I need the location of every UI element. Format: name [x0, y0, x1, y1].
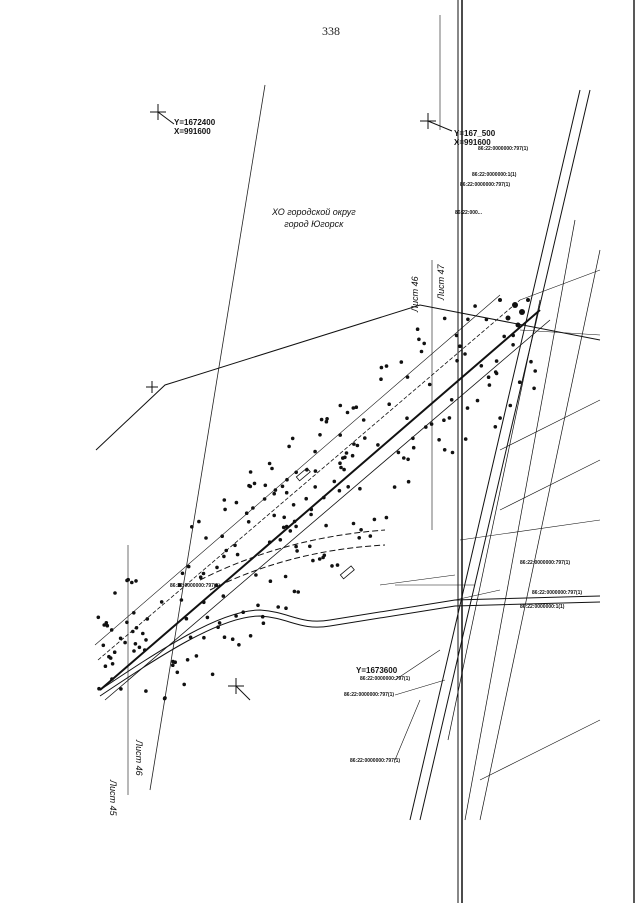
- tree-dot: [249, 485, 253, 489]
- tree-dot: [131, 630, 135, 634]
- tree-dot: [190, 525, 194, 529]
- tree-dot: [285, 478, 289, 482]
- tree-dot: [202, 601, 206, 605]
- tree-dot: [473, 304, 477, 308]
- tree-dot: [126, 578, 130, 582]
- tree-dot: [284, 606, 288, 610]
- tree-dot: [104, 664, 108, 668]
- sheet-label: Лист 45: [108, 780, 118, 816]
- tree-dot: [380, 366, 384, 370]
- tree-dot: [187, 565, 191, 569]
- tree-dot: [113, 650, 117, 654]
- tree-dot: [197, 520, 201, 524]
- tree-dot: [437, 438, 441, 442]
- tree-dot: [107, 655, 111, 659]
- y-coordinate: Y=1672400: [174, 118, 216, 127]
- tree-dot: [393, 485, 397, 489]
- tree-dot: [202, 572, 206, 576]
- tree-dot: [138, 646, 142, 650]
- tree-dot: [119, 637, 123, 641]
- tree-dot: [268, 540, 272, 544]
- survey-line: [500, 460, 600, 510]
- tree-dot: [318, 557, 322, 561]
- survey-line: [520, 270, 600, 300]
- tree-dot: [223, 508, 227, 512]
- tree-dot: [180, 598, 184, 602]
- coordinate-label: [174, 118, 215, 136]
- tree-dot: [264, 484, 268, 488]
- tree-dot: [495, 372, 499, 376]
- tree-dot: [134, 642, 138, 646]
- tree-dot: [309, 513, 313, 517]
- tree-dot: [322, 496, 326, 500]
- tree-dot: [498, 416, 502, 420]
- tree-dot: [533, 369, 537, 373]
- tree-dot: [387, 402, 391, 406]
- tree-dot: [186, 658, 190, 662]
- tree-dot: [373, 518, 377, 522]
- tree-dot: [256, 604, 260, 608]
- tree-dot: [356, 444, 360, 448]
- tree-dot: [310, 508, 314, 512]
- tree-dot: [195, 654, 199, 658]
- tree-dot: [450, 398, 454, 402]
- tree-dot: [342, 468, 346, 472]
- tree-dot: [336, 563, 340, 567]
- crosshair-marker: [420, 113, 452, 131]
- tree-dot: [110, 628, 114, 632]
- tree-dot: [320, 418, 324, 422]
- corridor-line: [480, 250, 600, 820]
- sheet-label: Лист 47: [436, 264, 446, 300]
- pipeline-edge: [105, 320, 550, 700]
- tree-dot: [466, 406, 470, 410]
- tree-dot: [141, 632, 145, 636]
- tree-dot: [529, 360, 533, 364]
- tree-dot: [206, 616, 210, 620]
- tree-dot: [223, 498, 227, 502]
- tree-dot: [113, 591, 117, 595]
- tree-dot: [247, 520, 251, 524]
- tree-dot: [495, 359, 499, 363]
- tree-dot: [144, 638, 148, 642]
- parcel-label: 86:22:0000000:797(1): [478, 146, 529, 152]
- survey-line: [380, 575, 455, 585]
- tree-dot: [345, 451, 349, 455]
- tree-dot: [333, 480, 337, 484]
- tree-dot: [385, 364, 389, 368]
- tree-dot: [281, 485, 285, 489]
- parcel-label: 86:22:0000000:1(1): [520, 604, 565, 610]
- tree-dot: [305, 468, 309, 472]
- coordinate-label: [454, 129, 495, 147]
- tree-dot: [323, 554, 327, 558]
- tree-dot: [249, 634, 253, 638]
- coordinate-label: [356, 666, 397, 675]
- tree-dot: [185, 617, 189, 621]
- tree-dot: [341, 456, 345, 460]
- tree-dot: [268, 462, 272, 466]
- crosshair-marker: [146, 381, 158, 393]
- parcel-label: 86:22:0000000:797(1): [344, 692, 395, 698]
- tree-dot: [97, 687, 101, 691]
- tree-dot: [487, 375, 491, 379]
- tree-dot: [251, 506, 255, 510]
- tree-dot: [464, 437, 468, 441]
- tree-dot: [282, 516, 286, 520]
- tree-dot: [424, 425, 428, 429]
- tree-dot: [308, 545, 312, 549]
- tree-dot: [282, 526, 286, 530]
- tree-dot: [338, 489, 342, 493]
- tree-dot: [451, 451, 455, 455]
- crosshair-marker: [150, 104, 174, 124]
- tree-dot: [455, 334, 459, 338]
- tree-dot: [339, 466, 343, 470]
- parcel-label: 86:22:0000000:797(1): [170, 583, 221, 589]
- tree-dot: [245, 511, 249, 515]
- tree-dot: [254, 573, 258, 577]
- tree-dot: [199, 575, 203, 579]
- tree-dot: [400, 360, 404, 364]
- tree-dot: [430, 422, 434, 426]
- parcel-label: 86:22:0000000:797(1): [532, 590, 583, 596]
- tree-dot: [402, 456, 406, 460]
- tree-dot: [417, 338, 421, 342]
- tree-dot: [171, 663, 175, 667]
- tree-dot: [416, 327, 420, 331]
- tree-dot: [294, 471, 298, 475]
- tree-dot: [407, 480, 411, 484]
- tree-dot: [359, 528, 363, 532]
- tree-dot: [289, 529, 293, 533]
- pipeline-main: [100, 310, 540, 690]
- tree-dot: [134, 579, 138, 583]
- tree-dot: [249, 470, 253, 474]
- municipal-line: ХО городской округ: [272, 207, 356, 217]
- tree-dot: [171, 660, 175, 664]
- tree-dot: [102, 644, 106, 648]
- tree-dot: [202, 636, 206, 640]
- tree-dot: [338, 433, 342, 437]
- tree-dot: [176, 671, 180, 675]
- tree-dot: [110, 677, 114, 681]
- parcel-label: 86:22:0000000:797(1): [520, 560, 571, 566]
- tree-dot: [442, 418, 446, 422]
- tree-dot: [346, 485, 350, 489]
- tree-dot: [518, 380, 522, 384]
- y-coordinate: Y=167_500: [454, 129, 496, 138]
- tree-dot: [274, 488, 278, 492]
- tree-dot: [135, 626, 139, 630]
- tree-dot: [455, 359, 459, 363]
- tree-dot: [448, 416, 452, 420]
- tree-dot: [215, 566, 219, 570]
- tree-dot: [204, 536, 208, 540]
- tree-dot: [291, 437, 295, 441]
- tree-dot: [125, 621, 129, 625]
- tree-dot: [143, 648, 147, 652]
- tree-dot: [480, 364, 484, 368]
- tree-dot: [216, 625, 220, 629]
- tree-dot: [293, 590, 297, 594]
- tree-dot: [466, 318, 470, 322]
- tree-dot: [324, 524, 328, 528]
- tree-dot: [351, 454, 355, 458]
- tree-dot: [358, 487, 362, 491]
- survey-line: [150, 85, 265, 790]
- road-curve: [100, 596, 600, 690]
- tree-dot: [293, 520, 297, 524]
- tree-dot: [511, 343, 515, 347]
- tree-dot: [146, 617, 150, 621]
- tree-dot: [346, 411, 350, 415]
- tree-dot: [144, 689, 148, 693]
- parcel-label: 86:22:0000000:797(1): [360, 676, 411, 682]
- structure-marker: [340, 566, 354, 579]
- tree-dot: [294, 525, 298, 529]
- tree-dot: [237, 643, 241, 647]
- tree-dot: [458, 344, 462, 348]
- tree-dot: [313, 485, 317, 489]
- tree-dot: [311, 559, 315, 563]
- tree-dot: [428, 383, 432, 387]
- parcel-label: 86:22:0000000:797(1): [350, 758, 401, 764]
- tree-dot: [234, 614, 238, 618]
- tree-dot: [272, 492, 276, 496]
- tree-dot: [102, 623, 106, 627]
- tree-dot: [476, 399, 480, 403]
- corridor-line: [410, 90, 583, 820]
- tree-dot: [511, 334, 515, 338]
- tree-dot: [287, 445, 291, 449]
- tree-dot: [376, 443, 380, 447]
- tree-dot: [189, 636, 193, 640]
- tree-dot: [304, 497, 308, 501]
- tree-dot: [385, 516, 389, 520]
- survey-line: [480, 720, 600, 780]
- survey-line: [520, 330, 600, 335]
- tree-dot: [223, 635, 227, 639]
- tree-dot: [422, 342, 426, 346]
- corridor-line: [420, 90, 590, 820]
- y-coordinate: Y=1673600: [356, 666, 398, 675]
- tree-dot: [163, 697, 167, 701]
- tree-dot: [357, 536, 361, 540]
- municipal-line: город Югорск: [284, 219, 344, 229]
- tree-dot: [363, 436, 367, 440]
- tree-dot: [241, 610, 245, 614]
- tree-dot: [284, 575, 288, 579]
- x-coordinate: X=991600: [454, 138, 491, 147]
- tree-dot: [276, 605, 280, 609]
- tree-dot: [295, 549, 299, 553]
- tree-dot: [502, 335, 506, 339]
- tree-dot: [379, 377, 383, 381]
- tree-dot: [412, 446, 416, 450]
- sheet-label: Лист 46: [134, 740, 144, 776]
- tree-dot: [222, 555, 226, 559]
- tree-dot: [132, 611, 136, 615]
- road-curve: [100, 602, 600, 696]
- tree-dot: [318, 433, 322, 437]
- survey-line: [500, 400, 600, 450]
- sheet-label: Лист 46: [410, 276, 420, 312]
- tree-dot: [362, 418, 366, 422]
- parcel-label: 86:22:0000000:797(1): [460, 182, 511, 188]
- tree-dot: [253, 482, 257, 486]
- tree-dot: [292, 503, 296, 507]
- page-number: 338: [322, 24, 340, 38]
- tree-dot: [130, 581, 134, 585]
- tree-dot: [406, 375, 410, 379]
- tree-dot: [411, 437, 415, 441]
- tree-dot: [494, 425, 498, 429]
- tree-dot: [532, 387, 536, 391]
- tree-dot: [443, 448, 447, 452]
- tree-dot: [339, 404, 343, 408]
- tree-dot: [352, 442, 356, 446]
- parcel-label: 86:22:000...: [455, 210, 482, 216]
- tree-dot: [263, 497, 267, 501]
- tree-dot: [330, 564, 334, 568]
- survey-line: [460, 520, 600, 540]
- tree-dot: [261, 615, 265, 619]
- tree-dot: [111, 662, 115, 666]
- tree-dot: [369, 534, 373, 538]
- x-coordinate: X=991600: [174, 127, 211, 136]
- tree-dot: [420, 350, 424, 354]
- tree-dot: [235, 501, 239, 505]
- tree-dot: [269, 579, 273, 583]
- label-leaders: [395, 585, 500, 760]
- tree-dot: [313, 450, 317, 454]
- tree-dot: [231, 637, 235, 641]
- tree-dot: [262, 621, 266, 625]
- tree-dot: [119, 687, 123, 691]
- tree-dot: [509, 404, 513, 408]
- tree-dot: [463, 352, 467, 356]
- tree-dot: [296, 590, 300, 594]
- tree-dot: [123, 641, 127, 645]
- tree-dot: [211, 673, 215, 677]
- tree-dot: [485, 318, 489, 322]
- parcel-label: 86:22:0000000:1(1): [472, 172, 517, 178]
- tree-dot: [443, 317, 447, 321]
- tree-dot: [222, 594, 226, 598]
- tree-dot: [355, 405, 359, 409]
- tree-dot: [272, 514, 276, 518]
- tree-dot: [285, 491, 289, 495]
- tree-dot: [97, 616, 101, 620]
- tree-dot: [236, 553, 240, 557]
- tree-dot: [279, 538, 283, 542]
- tree-dot: [294, 545, 298, 549]
- tree-dot: [325, 420, 329, 424]
- tree-dot: [181, 572, 185, 576]
- crosshair-marker: [228, 678, 250, 700]
- tree-dot: [338, 461, 342, 465]
- tree-dot: [406, 458, 410, 462]
- tree-dot: [270, 467, 274, 471]
- tree-dot: [233, 544, 237, 548]
- tree-dot: [218, 621, 222, 625]
- tree-dot: [488, 383, 492, 387]
- municipal-label: [272, 206, 356, 230]
- tree-dot: [405, 416, 409, 420]
- tree-dot: [352, 522, 356, 526]
- tree-dot: [220, 534, 224, 538]
- tree-dot: [224, 549, 228, 553]
- tree-dot: [182, 683, 186, 687]
- tree-dot: [160, 600, 164, 604]
- tree-dot: [314, 469, 318, 473]
- tree-dot: [397, 451, 401, 455]
- tree-dot: [132, 649, 136, 653]
- dashed-branch: [200, 530, 385, 580]
